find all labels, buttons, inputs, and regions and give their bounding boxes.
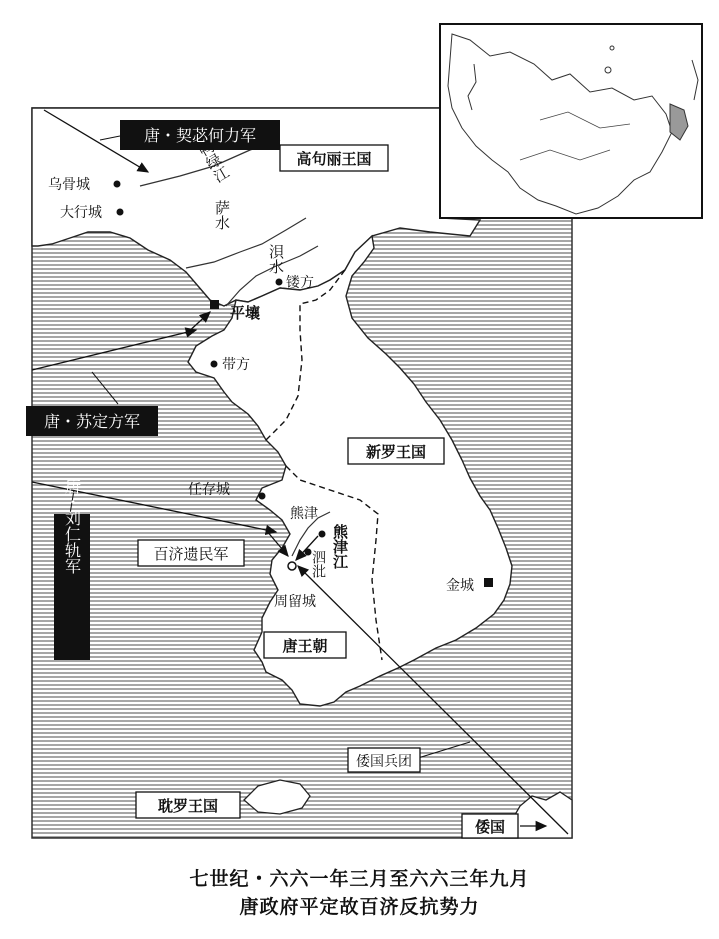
baekje-resistance-label: 百济遗民军 xyxy=(153,545,229,563)
wugu-label: 乌骨城 xyxy=(48,177,90,193)
goguryeo-label: 高句丽王国 xyxy=(296,150,372,168)
daxing-label: 大行城 xyxy=(60,205,102,221)
caption-line-1: 七世纪・六六一年三月至六六三年九月 xyxy=(189,868,530,890)
pyongyang-capital xyxy=(210,300,219,309)
qibi-army-label: 唐・契苾何力军 xyxy=(143,126,257,145)
xiongjin-dot xyxy=(319,531,326,538)
renchun-dot xyxy=(259,493,266,500)
daxing-dot xyxy=(117,209,124,216)
xiongjin-label: 熊津 xyxy=(290,506,318,522)
tang-label: 唐王朝 xyxy=(282,637,328,655)
zhouliu-label: 周留城 xyxy=(274,594,316,610)
jincheng-label: 金城 xyxy=(446,578,474,594)
pei-river-label: 浿水 xyxy=(267,244,285,274)
silla-label: 新罗王国 xyxy=(365,443,427,461)
daifang-dot xyxy=(211,361,218,368)
daifang-label: 带方 xyxy=(222,357,250,373)
loufang-label: 镂方 xyxy=(286,275,314,291)
pyongyang-label: 平壤 xyxy=(230,304,261,322)
xiongjin-river-label: 熊津江 xyxy=(331,524,349,569)
jincheng-capital xyxy=(484,578,493,587)
sibi-river-label: 泗沘 xyxy=(310,550,326,578)
renchun-label: 任存城 xyxy=(188,482,230,498)
liurengui-army-label: 唐・刘仁轨军 xyxy=(62,478,82,574)
caption-line-2: 唐政府平定故百济反抗势力 xyxy=(239,896,480,918)
loufang-dot xyxy=(276,279,283,286)
inset-map xyxy=(440,24,702,218)
sudingfang-army-label: 唐・苏定方军 xyxy=(43,412,141,431)
yalu-river-label: 鸭绿江 xyxy=(194,137,233,186)
sa-river-label: 萨水 xyxy=(213,200,231,230)
wo-army-label: 倭国兵团 xyxy=(356,754,412,770)
tamna-label: 耽罗王国 xyxy=(157,797,219,815)
wo-country-label: 倭国 xyxy=(474,818,506,836)
zhouliu-dot xyxy=(288,562,296,570)
wugu-dot xyxy=(114,181,121,188)
